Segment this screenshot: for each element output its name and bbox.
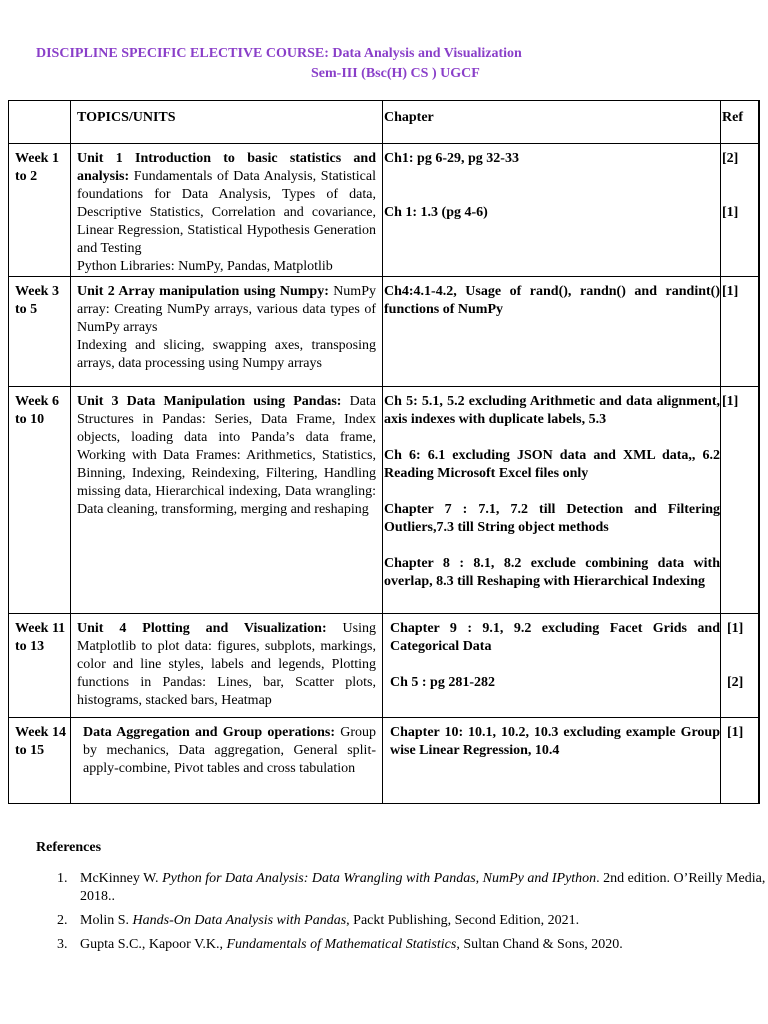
reference-rest: , Sultan Chand & Sons, 2020. xyxy=(456,937,623,952)
reference-title: Hands-On Data Analysis with Pandas xyxy=(132,913,347,928)
chapter-entry: Chapter 8 : 8.1, 8.2 exclude combining data with overlap, 8.3 till Reshaping with Hierarchical Indexing xyxy=(384,556,720,589)
chapter-cell xyxy=(383,144,721,277)
unit-title: Unit 4 Plotting and Visualization: xyxy=(77,621,327,636)
unit-extra: Python Libraries: NumPy, Pandas, Matplotlib xyxy=(77,259,333,274)
syllabus-table xyxy=(8,100,760,804)
ref-entry: [1] xyxy=(727,621,744,636)
unit-body: NumPy array: Creating NumPy arrays, various data types of NumPy arrays xyxy=(77,284,376,335)
reference-number: 2. xyxy=(57,913,68,928)
table-row xyxy=(9,614,759,718)
topics-cell xyxy=(71,144,383,277)
unit-title: Unit 3 Data Manipulation using Pandas: xyxy=(77,394,342,409)
ref-cell xyxy=(721,718,759,804)
week-cell: Week 14 to 15 xyxy=(9,718,71,804)
chapter-entry: Ch4:4.1-4.2, Usage of rand(), randn() and randint() functions of NumPy xyxy=(384,284,720,317)
header-topics: TOPICS/UNITS xyxy=(71,101,383,144)
reference-item xyxy=(57,936,768,954)
unit-body: Group by mechanics, Data aggregation, General split-apply-combine, Pivot tables and cross tabulation xyxy=(83,725,376,776)
unit-body: Data Structures in Pandas: Series, Data Frame, Index objects, loading data into Panda’s data frame, Working with Data Frames: Arithmetics, Statistics, Binning, Indexing, Reindexing, Filtering, Handling missing data, Hierarchical indexing, Data wrangling: Data cleaning, transforming, merging and reshaping xyxy=(77,394,376,517)
ref-entry: [1] xyxy=(722,205,739,220)
table-header-row xyxy=(9,101,759,144)
chapter-entry: Ch1: pg 6-29, pg 32-33 xyxy=(384,151,519,166)
reference-author: Molin S. xyxy=(80,913,133,928)
ref-entry: [1] xyxy=(722,284,739,299)
reference-author: McKinney W. xyxy=(80,871,163,886)
ref-cell xyxy=(721,144,759,277)
references-list xyxy=(57,870,768,960)
topics-cell xyxy=(71,614,383,718)
reference-number: 1. xyxy=(57,871,68,886)
week-cell: Week 11 to 13 xyxy=(9,614,71,718)
unit-title: Unit 2 Array manipulation using Numpy: xyxy=(77,284,329,299)
table-row xyxy=(9,277,759,387)
unit-body: Using Matplotlib to plot data: figures, subplots, markings, color and line styles, labels and legends, Plotting functions in Pandas: Lines, bar, Scatter plots, histograms, stacked bars, Heatmap xyxy=(77,621,376,708)
chapter-entry: Chapter 9 : 9.1, 9.2 excluding Facet Grids and Categorical Data xyxy=(390,621,720,654)
unit-extra: Indexing and slicing, swapping axes, transposing arrays, data processing using Numpy arrays xyxy=(77,338,376,371)
chapter-entry: Ch 1: 1.3 (pg 4-6) xyxy=(384,205,488,220)
ref-entry: [1] xyxy=(727,725,744,740)
header-ref: Ref xyxy=(721,101,759,144)
table-row xyxy=(9,387,759,614)
header-week xyxy=(9,101,71,144)
chapter-entry: Chapter 10: 10.1, 10.2, 10.3 excluding example Group wise Linear Regression, 10.4 xyxy=(390,725,720,758)
unit-title: Data Aggregation and Group operations: xyxy=(83,725,336,740)
reference-title: Fundamentals of Mathematical Statistics xyxy=(226,937,457,952)
semester-line: Sem-III (Bsc(H) CS ) UGCF xyxy=(311,66,480,81)
table-row xyxy=(9,144,759,277)
references-heading: References xyxy=(36,840,102,855)
reference-number: 3. xyxy=(57,937,68,952)
unit-body: Fundamentals of Data Analysis, Statistical foundations for Data Analysis, Types of data, Descriptive Statistics, Correlation and covariance, Linear Regression, Statistical Hypothesis Generation and Testing xyxy=(77,169,376,256)
header-chapter: Chapter xyxy=(383,101,721,144)
reference-item xyxy=(57,912,768,930)
reference-rest: , Packt Publishing, Second Edition, 2021. xyxy=(346,913,580,928)
ref-cell xyxy=(721,387,759,614)
reference-author: Gupta S.C., Kapoor V.K., xyxy=(80,937,227,952)
ref-cell xyxy=(721,277,759,387)
chapter-cell xyxy=(383,387,721,614)
chapter-entry: Ch 6: 6.1 excluding JSON data and XML data,, 6.2 Reading Microsoft Excel files only xyxy=(384,448,720,481)
reference-item xyxy=(57,870,768,906)
chapter-cell xyxy=(383,718,721,804)
topics-cell xyxy=(71,387,383,614)
reference-rest: . 2nd edition. O’Reilly Media, 2018.. xyxy=(80,871,766,904)
ref-cell xyxy=(721,614,759,718)
table-row xyxy=(9,718,759,804)
chapter-cell xyxy=(383,277,721,387)
chapter-entry: Chapter 7 : 7.1, 7.2 till Detection and Filtering Outliers,7.3 till String object methods xyxy=(384,502,720,535)
unit-title: Unit 1 Introduction to basic statistics and analysis: xyxy=(77,151,376,184)
week-cell: Week 6 to 10 xyxy=(9,387,71,614)
chapter-cell xyxy=(383,614,721,718)
course-title: DISCIPLINE SPECIFIC ELECTIVE COURSE: Data Analysis and Visualization xyxy=(36,46,522,61)
chapter-entry: Ch 5: 5.1, 5.2 excluding Arithmetic and data alignment, axis indexes with duplicate labels, 5.3 xyxy=(384,394,720,427)
ref-entry: [2] xyxy=(727,675,744,690)
topics-cell xyxy=(71,718,383,804)
reference-title: Python for Data Analysis: Data Wrangling with Pandas, NumPy and IPython xyxy=(162,871,597,886)
week-cell: Week 1 to 2 xyxy=(9,144,71,277)
ref-entry: [1] xyxy=(722,394,739,409)
week-cell: Week 3 to 5 xyxy=(9,277,71,387)
topics-cell xyxy=(71,277,383,387)
chapter-entry: Ch 5 : pg 281-282 xyxy=(390,675,496,690)
ref-entry: [2] xyxy=(722,151,739,166)
